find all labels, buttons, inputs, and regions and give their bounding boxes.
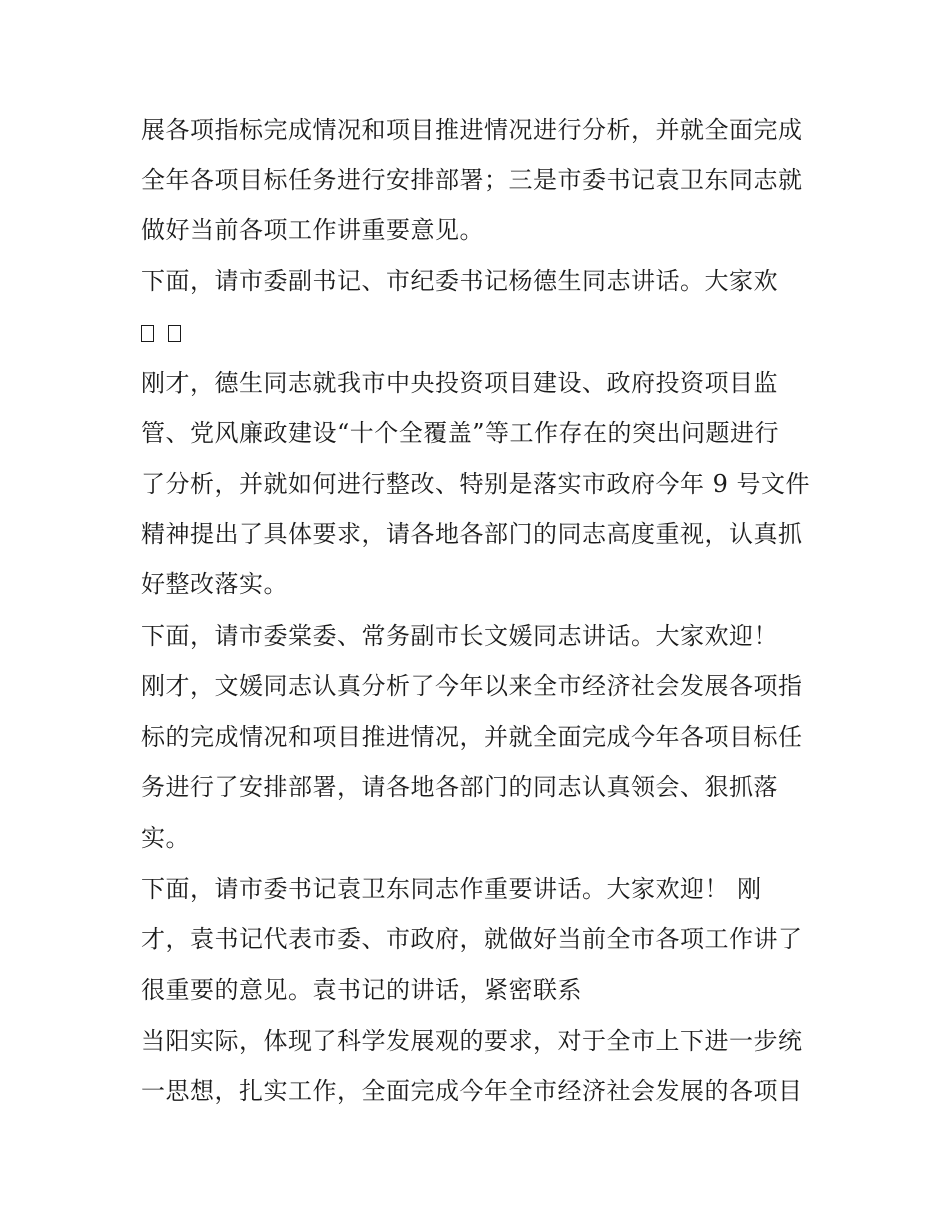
text-line: 很重要的意见。袁书记的讲话，紧密联系	[141, 976, 582, 1004]
missing-glyph-line	[141, 317, 195, 347]
text-line: 展各项指标完成情况和项目推进情况进行分析，并就全面完成	[141, 116, 803, 144]
text-line: 好整改落实。	[141, 570, 288, 598]
text-line: 标的完成情况和项目推进情况，并就全面完成今年各项目标任	[141, 723, 803, 751]
text-line: 下面，请市委副书记、市纪委书记杨德生同志讲话。大家欢	[141, 267, 778, 295]
text-line: 下面，请市委棠委、常务副市长文媛同志讲话。大家欢迎！	[141, 622, 778, 650]
text-line: 精神提出了具体要求，请各地各部门的同志高度重视，认真抓	[141, 520, 803, 548]
text-line: 下面，请市委书记袁卫东同志作重要讲话。大家欢迎！ 刚	[141, 875, 762, 903]
text-line: 一思想，扎实工作，全面完成今年全市经济社会发展的各项目	[141, 1077, 803, 1105]
text-line: 管、党风廉政建设“十个全覆盖”等工作存在的突出问题进行	[141, 419, 780, 447]
missing-glyph-icon	[141, 325, 154, 342]
text-line: 实。	[141, 824, 190, 852]
text-line: 当阳实际，体现了科学发展观的要求，对于全市上下进一步统	[141, 1027, 803, 1055]
text-line: 刚才，文媛同志认真分析了今年以来全市经济社会发展各项指	[141, 672, 803, 700]
text-line: 刚才，德生同志就我市中央投资项目建设、政府投资项目监	[141, 369, 778, 397]
missing-glyph-icon	[168, 325, 181, 342]
text-line: 了分析，并就如何进行整改、特别是落实市政府今年 9 号文件	[141, 470, 811, 498]
text-line: 做好当前各项工作讲重要意见。	[141, 216, 484, 244]
text-line: 全年各项目标任务进行安排部署；三是市委书记袁卫东同志就	[141, 166, 803, 194]
text-line: 才，袁书记代表市委、市政府，就做好当前全市各项工作讲了	[141, 925, 803, 953]
text-line: 务进行了安排部署，请各地各部门的同志认真领会、狠抓落	[141, 773, 778, 801]
